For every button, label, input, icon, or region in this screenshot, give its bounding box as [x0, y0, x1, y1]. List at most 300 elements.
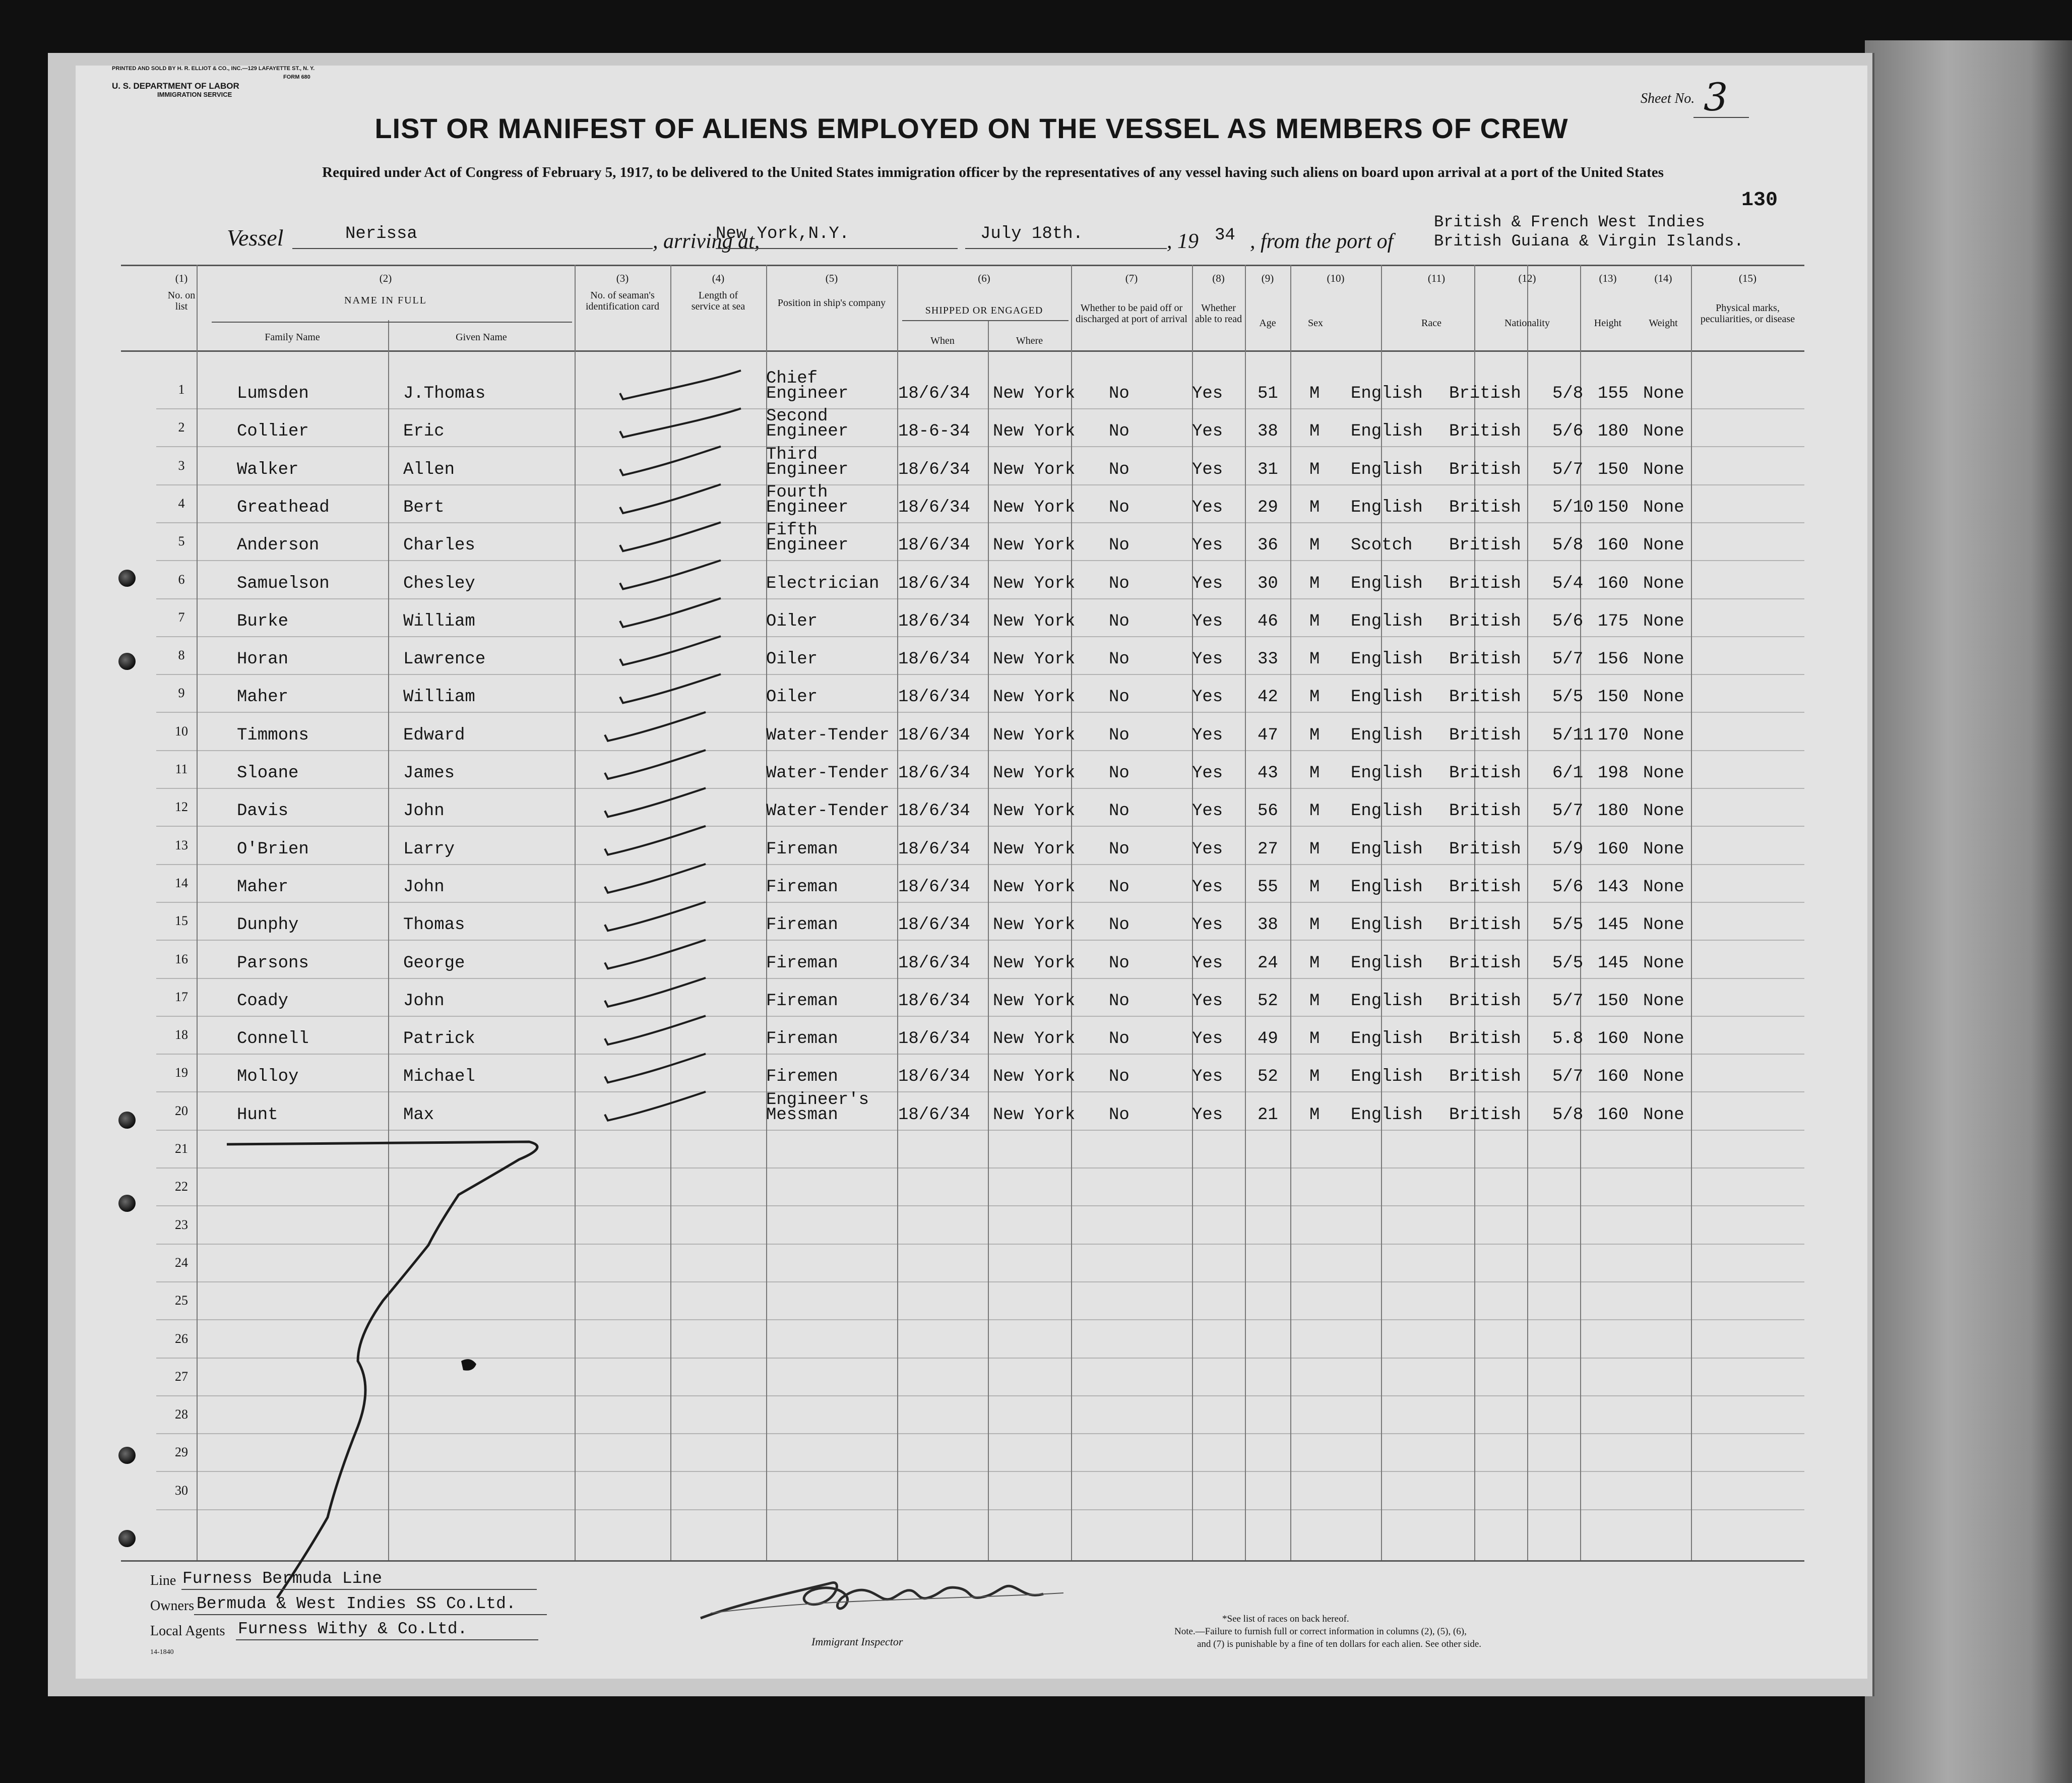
height-cell: 5/8 [1552, 384, 1584, 403]
col-num-14: (14) [1654, 272, 1672, 284]
shipped-when-cell: 18/6/34 [898, 1105, 970, 1125]
shipped-where-cell: New York [993, 764, 1076, 783]
nationality-cell: British [1449, 574, 1521, 593]
shipped-when-cell: 18/6/34 [898, 611, 970, 631]
paid-off-cell: No [1109, 802, 1129, 821]
position-cell-line-2: Water-Tender [766, 725, 890, 745]
shipped-where-cell: New York [993, 953, 1076, 973]
family-name-cell: Maher [237, 688, 289, 707]
paid-off-cell: No [1109, 384, 1129, 403]
nationality-cell: British [1449, 802, 1521, 821]
family-name-cell: Molloy [237, 1067, 299, 1087]
sex-cell: M [1309, 650, 1320, 669]
physical-marks-cell: None [1643, 460, 1684, 479]
shipped-where-cell: New York [993, 422, 1076, 442]
shipped-where-cell: New York [993, 991, 1076, 1011]
family-name-cell: Samuelson [237, 574, 330, 593]
age-cell: 31 [1258, 460, 1278, 479]
given-name-cell: Max [403, 1105, 434, 1125]
row-number: 25 [175, 1293, 188, 1308]
header-shipped: SHIPPED OR ENGAGED [925, 305, 1043, 316]
stamp-number: 130 [1741, 189, 1778, 212]
position-cell-line-2: Oiler [766, 611, 818, 631]
row-number: 23 [175, 1217, 188, 1232]
id-card-tick [605, 902, 706, 931]
race-cell: English [1351, 1067, 1423, 1087]
able-to-read-cell: Yes [1192, 1105, 1223, 1125]
physical-marks-cell: None [1643, 536, 1684, 556]
row-number: 10 [175, 723, 188, 739]
row-number: 17 [175, 989, 188, 1004]
ink-blot [461, 1359, 476, 1371]
paid-off-cell: No [1109, 611, 1129, 631]
shipped-where-cell: New York [993, 460, 1076, 479]
sex-cell: M [1309, 877, 1320, 897]
nationality-cell: British [1449, 536, 1521, 556]
nationality-cell: British [1449, 498, 1521, 517]
shipped-when-cell: 18/6/34 [898, 536, 970, 556]
able-to-read-cell: Yes [1192, 574, 1223, 593]
given-name-cell: Bert [403, 498, 445, 517]
col-num-5: (5) [825, 272, 838, 284]
id-card-tick [620, 674, 721, 703]
age-cell: 55 [1258, 877, 1278, 897]
year-prefix: , 19 [1167, 230, 1199, 253]
height-cell: 5/8 [1552, 1105, 1584, 1125]
header-marks: Physical marks, peculiarities, or disease [1700, 302, 1795, 325]
id-card-tick [605, 1092, 706, 1121]
given-name-cell: William [403, 611, 475, 631]
row-number: 12 [175, 800, 188, 815]
shipped-where-cell: New York [993, 498, 1076, 517]
row-number: 24 [175, 1255, 188, 1270]
nationality-cell: British [1449, 422, 1521, 442]
able-to-read-cell: Yes [1192, 1029, 1223, 1049]
row-number: 19 [175, 1065, 188, 1080]
position-cell-line-2: Engineer [766, 498, 849, 517]
header-weight: Weight [1649, 318, 1678, 329]
shipped-when-cell: 18/6/34 [898, 764, 970, 783]
row-number: 29 [175, 1445, 188, 1460]
age-cell: 43 [1258, 764, 1278, 783]
shipped-where-cell: New York [993, 384, 1076, 403]
family-name-cell: Walker [237, 460, 299, 479]
line-value: Furness Bermuda Line [182, 1569, 383, 1588]
physical-marks-cell: None [1643, 1029, 1684, 1049]
weight-cell: 160 [1598, 1067, 1629, 1087]
id-card-tick [620, 408, 741, 437]
weight-cell: 160 [1598, 1105, 1629, 1125]
sex-cell: M [1309, 915, 1320, 935]
family-name-cell: Timmons [237, 725, 309, 745]
header-name-in-full: NAME IN FULL [344, 295, 427, 306]
weight-cell: 143 [1598, 877, 1629, 897]
position-cell-line-2: Engineer [766, 422, 849, 442]
header-family-name: Family Name [265, 332, 320, 343]
col-num-15: (15) [1739, 272, 1756, 284]
age-cell: 38 [1258, 422, 1278, 442]
height-cell: 6/1 [1552, 764, 1584, 783]
id-card-tick [605, 1016, 706, 1044]
age-cell: 49 [1258, 1029, 1278, 1049]
weight-cell: 156 [1598, 650, 1629, 669]
weight-cell: 145 [1598, 915, 1629, 935]
header-position: Position in ship's company [777, 297, 886, 309]
shipped-when-cell: 18/6/34 [898, 384, 970, 403]
physical-marks-cell: None [1643, 498, 1684, 517]
physical-marks-cell: None [1643, 422, 1684, 442]
physical-marks-cell: None [1643, 650, 1684, 669]
given-name-cell: John [403, 991, 445, 1011]
position-cell-line-2: Water-Tender [766, 802, 890, 821]
sex-cell: M [1309, 422, 1320, 442]
sex-cell: M [1309, 574, 1320, 593]
id-card-tick [605, 864, 706, 893]
col-num-1: (1) [175, 272, 188, 284]
inspector-signature [680, 1563, 1134, 1633]
physical-marks-cell: None [1643, 574, 1684, 593]
id-card-tick [605, 788, 706, 817]
sex-cell: M [1309, 536, 1320, 556]
punch-hole [118, 1447, 136, 1464]
sex-cell: M [1309, 953, 1320, 973]
family-name-cell: Hunt [237, 1105, 278, 1125]
paid-off-cell: No [1109, 574, 1129, 593]
shipped-when-cell: 18/6/34 [898, 460, 970, 479]
department: U. S. DEPARTMENT OF LABOR [112, 81, 239, 91]
able-to-read-cell: Yes [1192, 1067, 1223, 1087]
race-cell: English [1351, 725, 1423, 745]
shipped-when-cell: 18/6/34 [898, 1067, 970, 1087]
weight-cell: 145 [1598, 953, 1629, 973]
id-card-tick [620, 447, 721, 475]
id-card-tick [605, 978, 706, 1007]
weight-cell: 160 [1598, 1029, 1629, 1049]
age-cell: 33 [1258, 650, 1278, 669]
given-name-cell: Michael [403, 1067, 475, 1087]
sex-cell: M [1309, 839, 1320, 859]
punch-hole [118, 1195, 136, 1212]
nationality-cell: British [1449, 764, 1521, 783]
vessel-name: Nerissa [345, 224, 417, 243]
age-cell: 42 [1258, 688, 1278, 707]
given-name-cell: Charles [403, 536, 475, 556]
position-cell-line-1: Fourth [766, 482, 828, 502]
header-sex: Sex [1308, 318, 1323, 329]
height-cell: 5/10 [1552, 498, 1594, 517]
row-number: 27 [175, 1369, 188, 1384]
shipped-where-cell: New York [993, 1067, 1076, 1087]
weight-cell: 150 [1598, 688, 1629, 707]
paid-off-cell: No [1109, 650, 1129, 669]
position-cell-line-1: Fifth [766, 521, 818, 540]
able-to-read-cell: Yes [1192, 611, 1223, 631]
col-num-8: (8) [1212, 272, 1225, 284]
header-length-service: Length of service at sea [691, 290, 745, 312]
row-number: 7 [178, 609, 185, 625]
note-races: *See list of races on back hereof. [1222, 1614, 1349, 1624]
given-name-cell: Lawrence [403, 650, 486, 669]
row-number: 26 [175, 1331, 188, 1346]
row-number: 13 [175, 837, 188, 852]
header-height: Height [1594, 318, 1622, 329]
shipped-when-cell: 18/6/34 [898, 725, 970, 745]
age-cell: 56 [1258, 802, 1278, 821]
row-number: 22 [175, 1179, 188, 1194]
weight-cell: 198 [1598, 764, 1629, 783]
header-when: When [930, 335, 955, 346]
family-name-cell: Collier [237, 422, 309, 442]
paid-off-cell: No [1109, 877, 1129, 897]
nationality-cell: British [1449, 953, 1521, 973]
physical-marks-cell: None [1643, 384, 1684, 403]
row-number: 1 [178, 382, 185, 397]
physical-marks-cell: None [1643, 688, 1684, 707]
sex-cell: M [1309, 611, 1320, 631]
position-cell-line-2: Fireman [766, 991, 838, 1011]
form-number: FORM 680 [283, 74, 310, 80]
note-failure: Note.—Failure to furnish full or correct information in columns (2), (5), (6), [1174, 1626, 1467, 1637]
height-cell: 5/5 [1552, 915, 1584, 935]
family-name-cell: Coady [237, 991, 289, 1011]
id-card-tick [605, 1054, 706, 1082]
paid-off-cell: No [1109, 915, 1129, 935]
position-cell-line-1: Second [766, 407, 828, 426]
shipped-where-cell: New York [993, 915, 1076, 935]
weight-cell: 160 [1598, 839, 1629, 859]
physical-marks-cell: None [1643, 953, 1684, 973]
nationality-cell: British [1449, 1105, 1521, 1125]
position-cell-line-2: Fireman [766, 1029, 838, 1049]
height-cell: 5/6 [1552, 422, 1584, 442]
race-cell: Scotch [1351, 536, 1413, 556]
shipped-when-cell: 18/6/34 [898, 991, 970, 1011]
able-to-read-cell: Yes [1192, 877, 1223, 897]
height-cell: 5/11 [1552, 725, 1594, 745]
given-name-cell: Allen [403, 460, 455, 479]
shipped-when-cell: 18/6/34 [898, 688, 970, 707]
physical-marks-cell: None [1643, 1105, 1684, 1125]
age-cell: 21 [1258, 1105, 1278, 1125]
weight-cell: 155 [1598, 384, 1629, 403]
shipped-when-cell: 18/6/34 [898, 915, 970, 935]
family-name-cell: O'Brien [237, 839, 309, 859]
sheet-label: Sheet No. [1641, 91, 1695, 106]
owners-label: Owners [150, 1598, 195, 1614]
service: IMMIGRATION SERVICE [157, 91, 232, 98]
agents-label: Local Agents [150, 1623, 225, 1639]
able-to-read-cell: Yes [1192, 688, 1223, 707]
row-number: 5 [178, 534, 185, 549]
id-card-tick [605, 750, 706, 779]
owners-value: Bermuda & West Indies SS Co.Ltd. [197, 1594, 516, 1613]
nationality-cell: British [1449, 384, 1521, 403]
row-number: 8 [178, 648, 185, 663]
paid-off-cell: No [1109, 1067, 1129, 1087]
given-name-cell: Eric [403, 422, 445, 442]
shipped-when-cell: 18/6/34 [898, 1029, 970, 1049]
page-subtitle: Required under Act of Congress of February 5, 1917, to be delivered to the United States immigration officer by the representatives of any vessel having such aliens on board upon arrival at a port of the United States [322, 164, 1664, 180]
col-num-12: (12) [1518, 272, 1536, 284]
given-name-cell: J.Thomas [403, 384, 486, 403]
col-num-13: (13) [1599, 272, 1617, 284]
given-name-cell: Thomas [403, 915, 465, 935]
family-name-cell: Dunphy [237, 915, 299, 935]
shipped-where-cell: New York [993, 725, 1076, 745]
shipped-where-cell: New York [993, 1029, 1076, 1049]
vessel-label: Vessel [227, 225, 284, 251]
able-to-read-cell: Yes [1192, 498, 1223, 517]
id-card-tick [605, 826, 706, 855]
height-cell: 5/5 [1552, 688, 1584, 707]
position-cell-line-2: Water-Tender [766, 764, 890, 783]
race-cell: English [1351, 498, 1423, 517]
race-cell: English [1351, 1029, 1423, 1049]
shipped-where-cell: New York [993, 536, 1076, 556]
line-underline [181, 1589, 537, 1590]
shipped-where-cell: New York [993, 574, 1076, 593]
line-label: Line [150, 1573, 176, 1588]
punch-hole [118, 1530, 136, 1547]
nationality-cell: British [1449, 611, 1521, 631]
cancel-scrawl [227, 1142, 537, 1598]
family-name-cell: Maher [237, 877, 289, 897]
able-to-read-cell: Yes [1192, 764, 1223, 783]
weight-cell: 150 [1598, 498, 1629, 517]
physical-marks-cell: None [1643, 877, 1684, 897]
from-port-line-1: British & French West Indies [1434, 213, 1705, 231]
shipped-where-cell: New York [993, 839, 1076, 859]
race-cell: English [1351, 839, 1423, 859]
col-num-3: (3) [616, 272, 629, 284]
race-cell: English [1351, 460, 1423, 479]
id-card-ticks [605, 371, 741, 1121]
row-number: 16 [175, 951, 188, 966]
paid-off-cell: No [1109, 764, 1129, 783]
able-to-read-cell: Yes [1192, 725, 1223, 745]
header-paid-off: Whether to be paid off or discharged at port of arrival [1076, 302, 1187, 325]
col-num-6: (6) [978, 272, 990, 284]
given-name-cell: James [403, 764, 455, 783]
race-cell: English [1351, 384, 1423, 403]
paid-off-cell: No [1109, 991, 1129, 1011]
family-name-cell: Connell [237, 1029, 309, 1049]
given-name-cell: William [403, 688, 475, 707]
header-nationality: Nationality [1504, 318, 1550, 329]
header-where: Where [1016, 335, 1043, 346]
row-number: 15 [175, 913, 188, 929]
col-num-11: (11) [1427, 272, 1446, 284]
sheet-number: 3 [1704, 75, 1728, 119]
family-name-cell: Horan [237, 650, 289, 669]
given-name-cell: Patrick [403, 1029, 475, 1049]
nationality-cell: British [1449, 991, 1521, 1011]
row-number: 30 [175, 1483, 188, 1498]
race-cell: English [1351, 650, 1423, 669]
note-fine: and (7) is punishable by a fine of ten dollars for each alien. See other side. [1197, 1639, 1482, 1649]
height-cell: 5/8 [1552, 536, 1584, 556]
weight-cell: 150 [1598, 460, 1629, 479]
arriving-port: New York,N.Y. [716, 224, 850, 243]
nationality-cell: British [1449, 1067, 1521, 1087]
sex-cell: M [1309, 991, 1320, 1011]
given-name-cell: Larry [403, 839, 455, 859]
shipped-when-cell: 18/6/34 [898, 650, 970, 669]
age-cell: 38 [1258, 915, 1278, 935]
sex-cell: M [1309, 1105, 1320, 1125]
race-cell: English [1351, 915, 1423, 935]
height-cell: 5/7 [1552, 650, 1584, 669]
shipped-when-cell: 18/6/34 [898, 877, 970, 897]
header-age: Age [1259, 318, 1276, 329]
shipped-where-cell: New York [993, 877, 1076, 897]
physical-marks-cell: None [1643, 915, 1684, 935]
position-cell-line-1: Engineer's [766, 1090, 869, 1110]
able-to-read-cell: Yes [1192, 915, 1223, 935]
shipped-when-cell: 18/6/34 [898, 953, 970, 973]
height-cell: 5/9 [1552, 839, 1584, 859]
nationality-cell: British [1449, 460, 1521, 479]
given-name-cell: John [403, 802, 445, 821]
position-cell-line-1: Third [766, 445, 818, 464]
header-able-read: Whether able to read [1195, 302, 1242, 325]
weight-cell: 150 [1598, 991, 1629, 1011]
header-given-name: Given Name [456, 332, 507, 343]
age-cell: 46 [1258, 611, 1278, 631]
id-card-tick [620, 522, 721, 551]
weight-cell: 160 [1598, 574, 1629, 593]
height-cell: 5/7 [1552, 460, 1584, 479]
nationality-cell: British [1449, 877, 1521, 897]
height-cell: 5/7 [1552, 802, 1584, 821]
nationality-cell: British [1449, 1029, 1521, 1049]
punch-hole [118, 653, 136, 670]
sex-cell: M [1309, 725, 1320, 745]
agents-value: Furness Withy & Co.Ltd. [238, 1620, 468, 1638]
shipped-where-cell: New York [993, 802, 1076, 821]
handwriting-overlay [76, 66, 1867, 1679]
race-cell: English [1351, 688, 1423, 707]
paid-off-cell: No [1109, 536, 1129, 556]
paid-off-cell: No [1109, 839, 1129, 859]
sex-cell: M [1309, 460, 1320, 479]
nationality-cell: British [1449, 839, 1521, 859]
row-number: 20 [175, 1103, 188, 1118]
position-cell-line-2: Engineer [766, 536, 849, 556]
physical-marks-cell: None [1643, 1067, 1684, 1087]
row-number: 2 [178, 420, 185, 435]
row-number: 11 [175, 762, 188, 776]
position-cell-line-1: Chief [766, 369, 818, 388]
sex-cell: M [1309, 688, 1320, 707]
shipped-where-cell: New York [993, 1105, 1076, 1125]
position-cell-line-2: Firemen [766, 1067, 838, 1087]
col-num-4: (4) [712, 272, 725, 284]
paid-off-cell: No [1109, 725, 1129, 745]
race-cell: English [1351, 953, 1423, 973]
paid-off-cell: No [1109, 688, 1129, 707]
arrival-date: July 18th. [980, 224, 1084, 243]
race-cell: English [1351, 991, 1423, 1011]
race-cell: English [1351, 422, 1423, 442]
nationality-cell: British [1449, 725, 1521, 745]
family-name-cell: Greathead [237, 498, 330, 517]
paid-off-cell: No [1109, 1105, 1129, 1125]
physical-marks-cell: None [1643, 611, 1684, 631]
year-value: 34 [1215, 226, 1235, 245]
nationality-cell: British [1449, 915, 1521, 935]
shipped-where-cell: New York [993, 611, 1076, 631]
